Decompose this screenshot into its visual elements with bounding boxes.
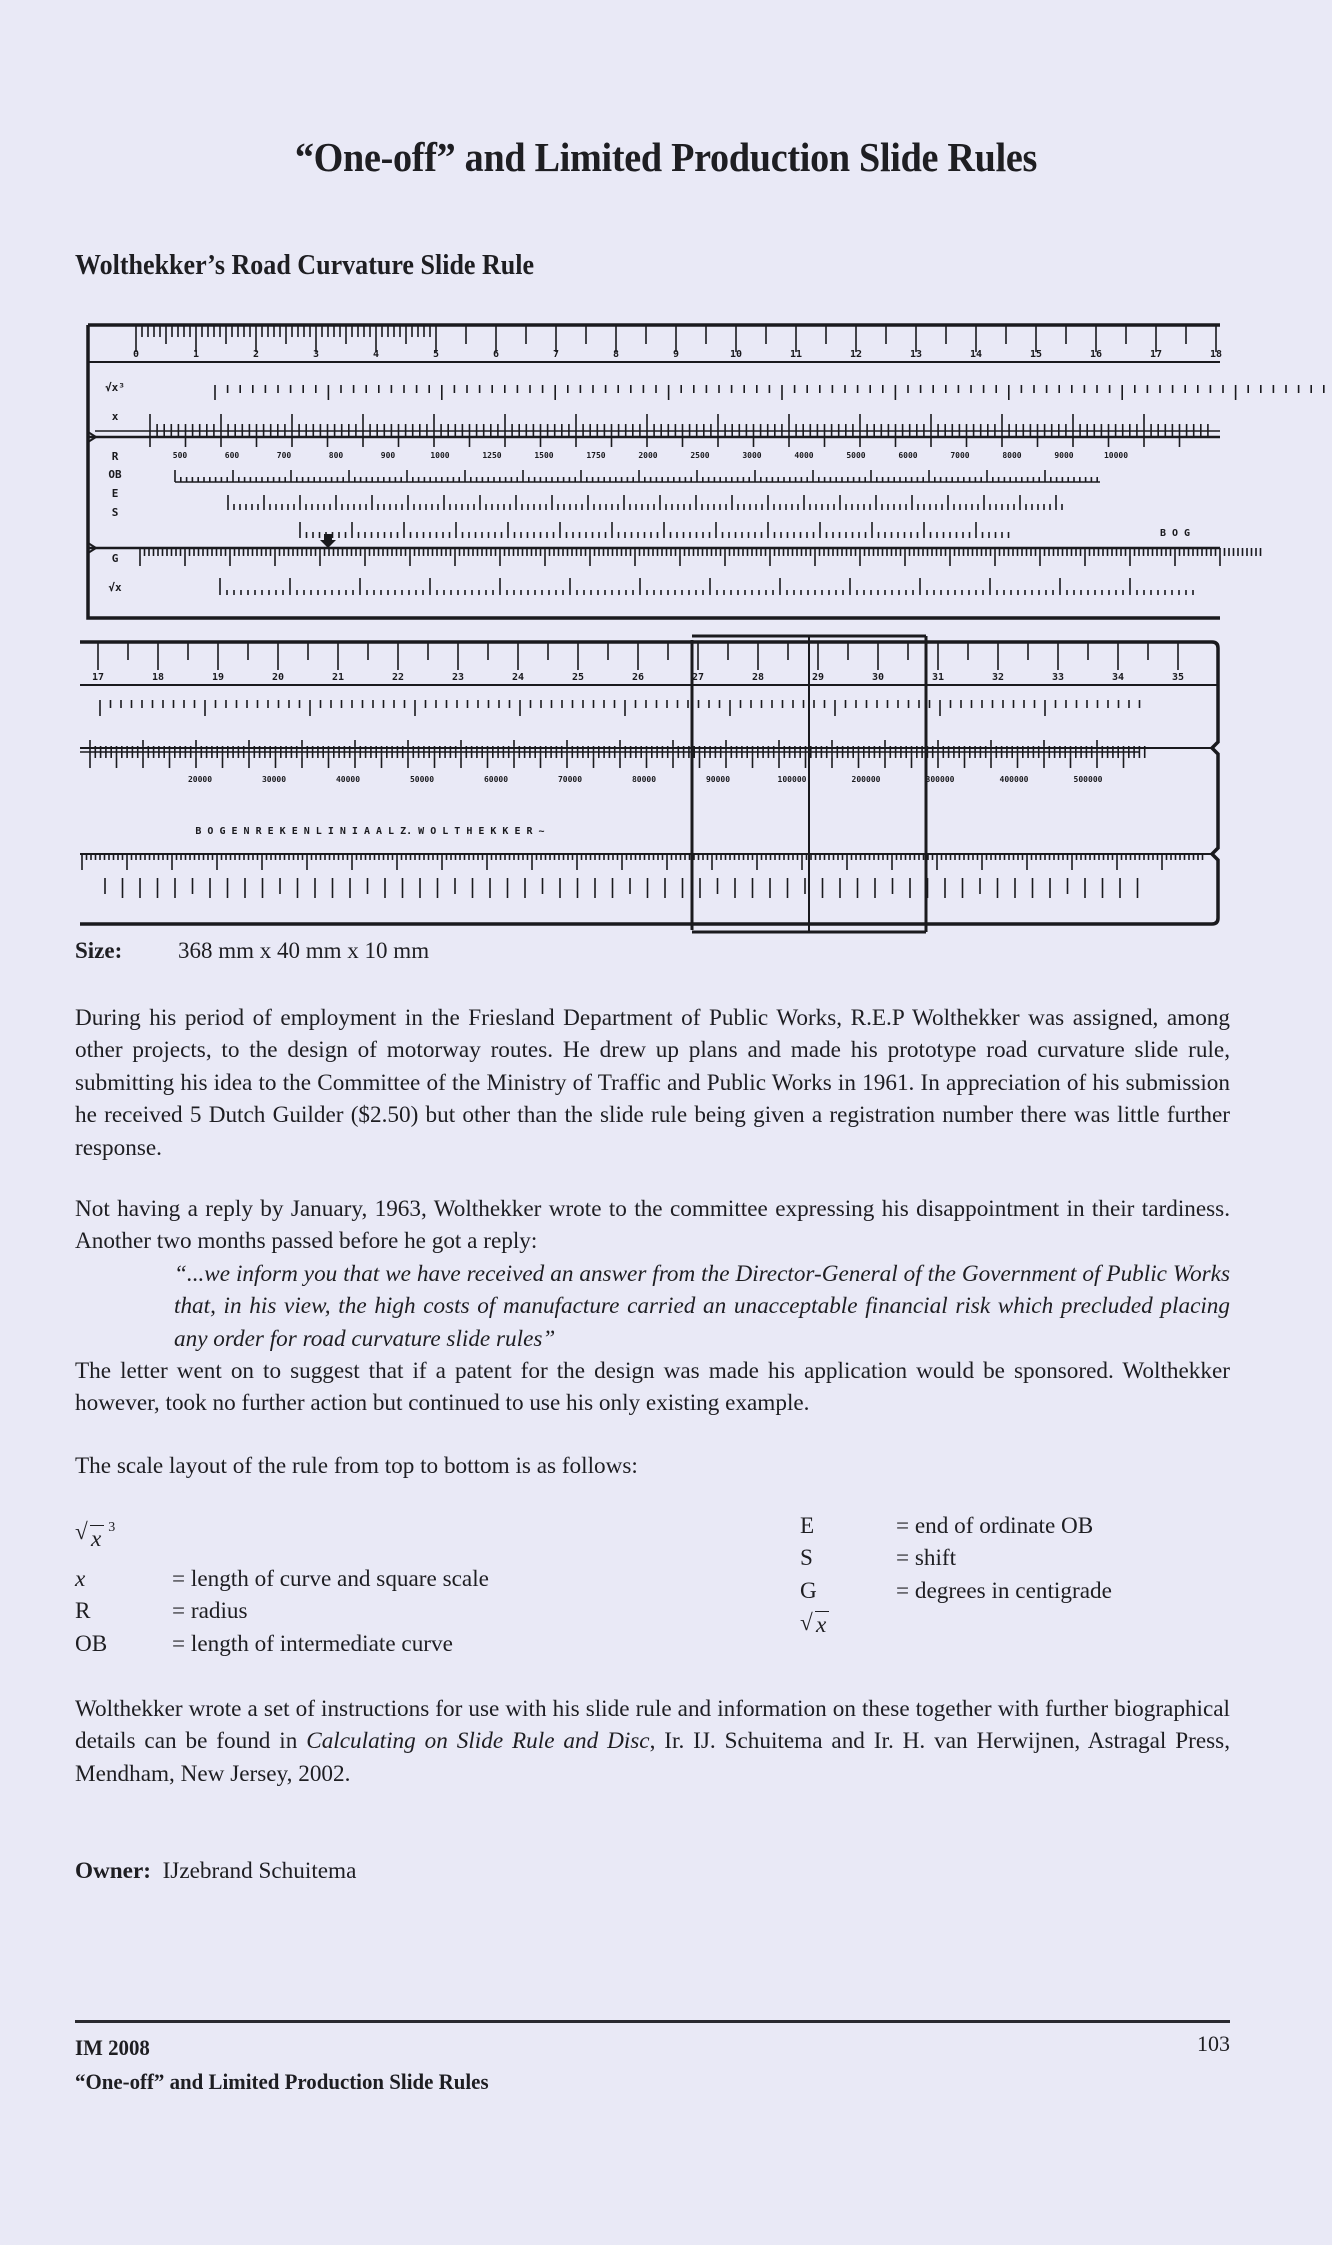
scale-desc: = radius: [172, 1598, 248, 1625]
scale-item: [75, 1517, 635, 1555]
r-scale-label: 2000: [638, 451, 658, 460]
scale-symbol: OB: [75, 1630, 108, 1657]
top-scale-label: 13: [909, 349, 923, 360]
page-title: “One-off” and Limited Production Slide Rules: [294, 134, 1038, 180]
scale-desc: = shift: [896, 1545, 957, 1572]
r-scale-label: 10000: [1103, 451, 1129, 460]
top-scale-label: 23: [451, 672, 465, 683]
top-scale-label: 27: [691, 672, 705, 683]
r-scale-label: 1000: [430, 451, 450, 460]
r-scale-label: 6000: [898, 451, 918, 460]
row-label: R: [111, 450, 119, 463]
top-scale-label: 7: [552, 349, 560, 360]
top-scale-label: 21: [331, 672, 345, 683]
scale-item: [75, 1563, 635, 1595]
letter-quote: “...we inform you that we have received an answer from the Director-General of the Government of Public Works that, in his view, the high costs of manufacture carried an unacceptable financial risk which precluded placing any order for road curvature slide rules”: [174, 1260, 1230, 1352]
paragraph-3: [75, 1693, 1230, 1790]
top-scale-label: 18: [1209, 349, 1223, 360]
r-scale-label: 40000: [335, 775, 361, 784]
top-scale-label: 15: [1029, 349, 1043, 360]
top-scale-label: 0: [132, 349, 140, 360]
scale-symbol: √ x $^3$: [75, 1518, 116, 1552]
top-scale-label: 25: [571, 672, 585, 683]
top-scale-label: 8: [612, 349, 620, 360]
top-scale-label: 19: [211, 672, 225, 683]
paragraph-2-intro: Not having a reply by January, 1963, Wolthekker wrote to the committee expressing his disappointment in their tardiness. Another two months passed before he got a reply:: [75, 1196, 1230, 1255]
r-scale-label: 1500: [534, 451, 554, 460]
top-scale-label: 30: [871, 672, 885, 683]
row-label: G: [111, 552, 119, 565]
size-label: Size:: [75, 938, 123, 963]
top-scale-label: 12: [849, 349, 863, 360]
top-scale-label: 3: [312, 349, 320, 360]
r-scale-label: 20000: [187, 775, 213, 784]
owner-label: Owner:: [75, 1858, 151, 1884]
scale-desc: = degrees in centigrade: [896, 1577, 1112, 1604]
row-label: x: [111, 410, 119, 423]
top-scale-label: 10: [729, 349, 743, 360]
size-value: 368 mm x 40 mm x 10 mm: [178, 938, 430, 963]
owner-line: [75, 1855, 1230, 1887]
r-scale-label: 2500: [690, 451, 710, 460]
scale-symbol: G: [800, 1577, 817, 1604]
top-scale-label: 28: [751, 672, 765, 683]
top-scale-label: 32: [991, 672, 1005, 683]
row-label: E: [111, 487, 119, 500]
paragraph-1-text: During his period of employment in the Friesland Department of Public Works, R.E.P Wolthekker was assigned, among other projects, to the design of motorway routes. He drew up plans and made his prototype road curvature slide rule, submitting his idea to the Committee of the Ministry of Traffic and Public Works in 1961. In appreciation of his submission he received 5 Dutch Guilder ($2.50) but other than the slide rule being given a registration number there was little further response.: [75, 1005, 1230, 1161]
cursor-arrow-icon: [320, 534, 336, 548]
r-scale-label: 100000: [777, 775, 807, 784]
top-scale-label: 33: [1051, 672, 1065, 683]
paragraph-3-part: , Ir. IJ. Schuitema and Ir. H. van Herwijnen, Astragal Press, Mendham, New Jersey, 2002.: [75, 1728, 1230, 1787]
top-scale-label: 35: [1171, 672, 1185, 683]
scale-symbol: E: [800, 1513, 815, 1539]
footer-left: [75, 2031, 489, 2099]
scale-list-left: [75, 1517, 635, 1660]
size-line: [75, 938, 429, 964]
r-scale-label: 900: [380, 451, 396, 460]
r-scale-label: 200000: [851, 775, 881, 784]
r-scale-label: 600: [224, 451, 240, 460]
paragraph-3-text: [75, 1693, 1230, 1790]
top-scale-label: 6: [492, 349, 500, 360]
scale-desc: = length of intermediate curve: [172, 1630, 453, 1657]
r-scale-label: 80000: [631, 775, 657, 784]
top-scale-label: 31: [931, 672, 945, 683]
rule-inscription: B O G E N R E K E N L I N I A A L Z. W O L T H E K K E R ~: [195, 826, 545, 837]
scale-symbol: R: [75, 1598, 91, 1625]
paragraph-3-part: Wolthekker wrote a set of instructions for use with his slide rule and information on these together with further biographical details can be found in: [75, 1696, 1230, 1755]
top-scale-label: 11: [789, 349, 803, 360]
row-label: S: [111, 506, 119, 519]
row-label: OB: [108, 468, 122, 481]
scale-item: [800, 1542, 1230, 1574]
paragraph-2-outro: The letter went on to suggest that if a patent for the design was made his application would be sponsored. Wolthekker however, took no further action but continued to use his only existing example.: [75, 1358, 1230, 1417]
r-scale-label: 50000: [409, 775, 435, 784]
top-scale-label: 2: [252, 349, 260, 360]
slide-rule-strip-bottom: [80, 636, 1218, 932]
scale-item: [800, 1609, 1230, 1641]
owner-value: IJzebrand Schuitema: [162, 1858, 357, 1884]
section-heading: Wolthekker’s Road Curvature Slide Rule: [75, 250, 535, 281]
r-scale-label: 7000: [950, 451, 970, 460]
scale-intro: [75, 1450, 1230, 1482]
top-scale-label: 5: [432, 349, 440, 360]
strip2-labels: [92, 672, 1184, 837]
row-label: √x: [108, 581, 122, 594]
r-scale-label: 500: [172, 451, 188, 460]
scale-item: [800, 1575, 1230, 1607]
r-scale-label: 9000: [1054, 451, 1074, 460]
top-scale-label: 4: [372, 349, 380, 360]
page-number: 103: [1197, 2031, 1230, 2056]
scale-intro-text: The scale layout of the rule from top to bottom is as follows:: [75, 1453, 638, 1479]
top-scale-label: 9: [672, 349, 680, 360]
r-scale-label: 4000: [794, 451, 814, 460]
r-scale-label: 400000: [999, 775, 1029, 784]
brand-text: B O G: [1159, 528, 1191, 539]
top-scale-label: 18: [151, 672, 165, 683]
r-scale-label: 800: [328, 451, 344, 460]
book-title: Calculating on Slide Rule and Disc: [306, 1728, 650, 1755]
top-scale-label: 17: [1149, 349, 1163, 360]
r-scale-label: 70000: [557, 775, 583, 784]
scale-desc: = end of ordinate OB: [896, 1513, 1094, 1539]
r-scale-label: 700: [276, 451, 292, 460]
scale-symbol: √ x: [800, 1609, 897, 1641]
r-scale-label: 500000: [1073, 775, 1103, 784]
scale-item: [75, 1595, 635, 1627]
top-scale-label: 29: [811, 672, 825, 683]
r-scale-label: 30000: [261, 775, 287, 784]
footer-divider: [75, 2020, 1230, 2023]
paragraph-2: [75, 1193, 1230, 1420]
strip1-ticks: [95, 325, 1332, 595]
scale-symbol: S: [800, 1545, 813, 1572]
footer-publication: IM 2008: [75, 2035, 150, 2060]
r-scale-label: 8000: [1002, 451, 1022, 460]
r-scale-label: 60000: [483, 775, 509, 784]
strip1-labels: [105, 349, 1222, 594]
row-label: √x³: [105, 381, 125, 394]
scale-symbol: x: [75, 1566, 86, 1592]
top-scale-label: 17: [91, 672, 105, 683]
top-scale-label: 20: [271, 672, 285, 683]
r-scale-label: 90000: [705, 775, 731, 784]
r-scale-label: 5000: [846, 451, 866, 460]
footer-section: “One-off” and Limited Production Slide Rules: [75, 2069, 489, 2094]
scale-list-right: [800, 1510, 1230, 1642]
top-scale-label: 16: [1089, 349, 1103, 360]
top-scale-label: 34: [1111, 672, 1125, 683]
top-scale-label: 14: [969, 349, 983, 360]
scale-desc: = length of curve and square scale: [172, 1566, 489, 1592]
paragraph-1: [75, 1002, 1230, 1164]
top-scale-label: 22: [391, 672, 405, 683]
r-scale-label: 1750: [586, 451, 606, 460]
top-scale-label: 24: [511, 672, 525, 683]
r-scale-label: 3000: [742, 451, 762, 460]
r-scale-label: 1250: [482, 451, 502, 460]
top-scale-label: 26: [631, 672, 645, 683]
slide-rule-illustration: [0, 300, 1332, 940]
r-scale-label: 300000: [925, 775, 955, 784]
scale-item: [800, 1510, 1230, 1542]
slide-rule-strip-top: [88, 325, 1332, 618]
top-scale-label: 1: [192, 349, 200, 360]
scale-item: [75, 1628, 635, 1660]
